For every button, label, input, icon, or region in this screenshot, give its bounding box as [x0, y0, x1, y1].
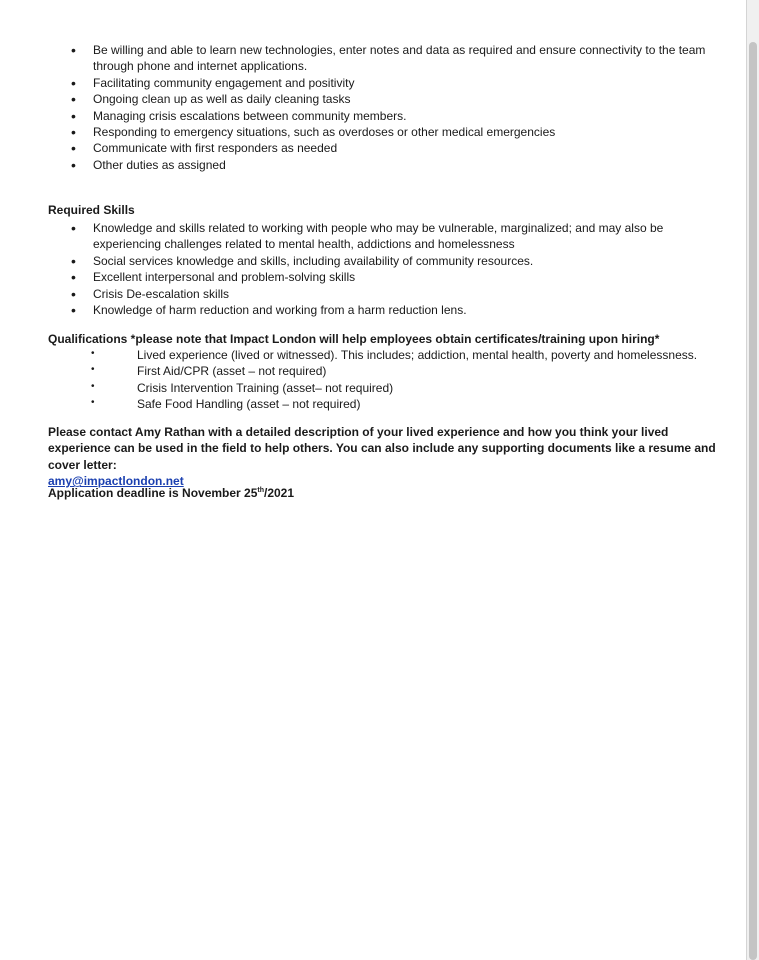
list-item: • Managing crisis escalations between community members. [71, 107, 407, 124]
duties-list [0, 42, 746, 173]
list-item: • Crisis Intervention Training (asset– not required) [91, 380, 394, 395]
list-item: • Other duties as assigned [71, 156, 226, 173]
bullet-icon: • [71, 302, 76, 319]
list-item: • Excellent interpersonal and problem-solving skills [71, 269, 356, 286]
bullet-icon: • [91, 364, 95, 376]
list-item: • Be willing and able to learn new technologies, enter notes and data as required and ensure connectivity to the team through phone and internet applications. [71, 42, 706, 74]
qualifications-list [0, 347, 746, 413]
bullet-icon: • [71, 107, 76, 124]
list-item: • Knowledge of harm reduction and working from a harm reduction lens. [71, 302, 467, 319]
bullet-icon: • [71, 252, 76, 269]
bullet-icon: • [71, 269, 76, 286]
application-deadline: Application deadline is November 25th/2021 [48, 486, 295, 500]
required-skills-list [0, 220, 746, 318]
qualifications-heading: Qualifications *please note that Impact London will help employees obtain certificates/training upon hiring* [48, 332, 660, 346]
bullet-icon: • [91, 380, 95, 392]
bullet-icon: • [71, 285, 76, 302]
required-skills-heading: Required Skills [48, 203, 135, 217]
contact-text: Please contact Amy Rathan with a detailed description of your lived experience and how you think your lived experience can be used in the field to help others. You can also include any supporting documents like a resume and cover letter: [48, 425, 716, 472]
list-item: • Knowledge and skills related to working with people who may be vulnerable, marginalized; and may also be experiencing challenges related to mental health, addictions and homelessness [71, 220, 664, 252]
bullet-icon: • [91, 397, 95, 409]
list-item: • Responding to emergency situations, such as overdoses or other medical emergencies [71, 124, 556, 141]
list-item: • Safe Food Handling (asset – not required) [91, 397, 361, 412]
bullet-icon: • [71, 91, 76, 108]
list-item: • Lived experience (lived or witnessed). This includes; addiction, mental health, poverty and homelessness. [91, 348, 698, 362]
bullet-icon: • [71, 124, 76, 141]
vertical-scrollbar[interactable] [746, 0, 759, 960]
list-item: • Facilitating community engagement and positivity [71, 74, 355, 91]
list-item: • Crisis De-escalation skills [71, 285, 230, 302]
bullet-icon: • [91, 348, 95, 359]
bullet-icon: • [71, 74, 76, 91]
email-link[interactable]: amy@impactlondon.net [48, 474, 184, 489]
list-item: • Communicate with first responders as needed [71, 140, 338, 157]
list-item: • Social services knowledge and skills, including availability of community resources. [71, 252, 534, 269]
contact-paragraph [48, 424, 718, 490]
bullet-icon: • [71, 156, 76, 173]
list-item: • First Aid/CPR (asset – not required) [91, 364, 327, 379]
bullet-icon: • [71, 220, 76, 236]
bullet-icon: • [71, 140, 76, 157]
list-item: • Ongoing clean up as well as daily cleaning tasks [71, 91, 351, 108]
scrollbar-thumb[interactable] [749, 42, 757, 960]
bullet-icon: • [71, 42, 76, 58]
